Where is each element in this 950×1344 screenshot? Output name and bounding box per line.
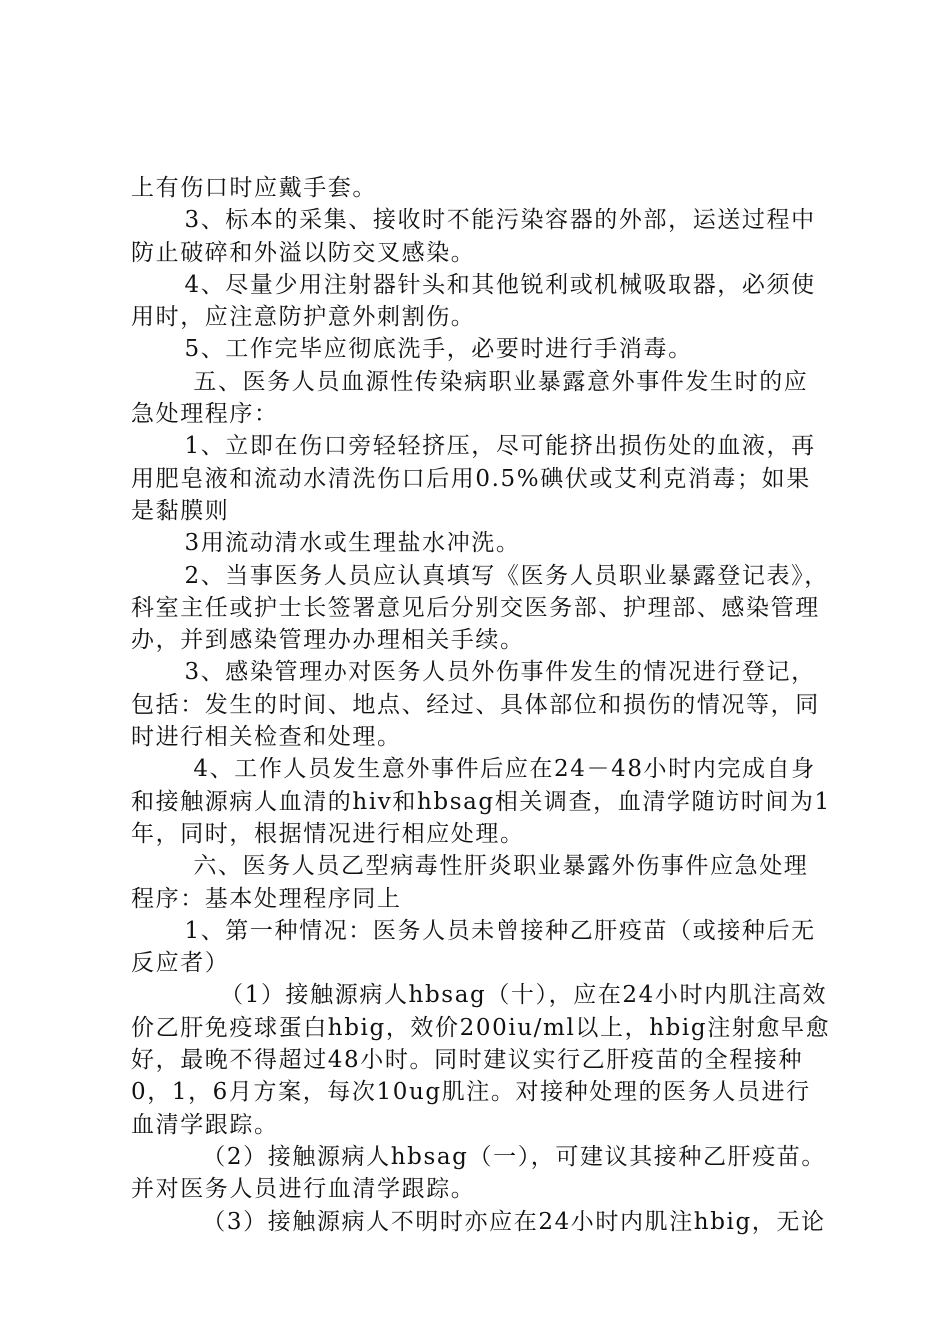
paragraph-item-5-handwash: 5、工作完毕应彻底洗手，必要时进行手消毒。 xyxy=(131,336,693,363)
paragraph-item-4-sharps: 4、尽量少用注射器针头和其他锐利或机械吸取器，必须使用时，应注意防护意外刺割伤。 xyxy=(131,271,816,331)
paragraph-step-4-followup: 4、工作人员发生意外事件后应在24－48小时内完成自身和接触源病人血清的hiv和hbsag相关调查，血清学随访时间为1年，同时，根据情况进行相应处理。 xyxy=(131,756,831,847)
paragraph-step-2-register: 2、当事医务人员应认真填写《医务人员职业暴露登记表》，科室主任或护士长签署意见后分别交医务部、护理部、感染管理办，并到感染管理办办理相关手续。 xyxy=(131,562,829,654)
document-body xyxy=(131,172,831,1238)
paragraph-case-1: 1、第一种情况：医务人员未曾接种乙肝疫苗（或接种后无反应者） xyxy=(131,917,816,977)
paragraph-line-1: 上有伤口时应戴手套。 xyxy=(131,175,377,201)
paragraph-case-1-sub-3: （3）接触源病人不明时亦应在24小时内肌注hbig，无论 xyxy=(131,1208,826,1235)
section-heading-6: 六、医务人员乙型病毒性肝炎职业暴露外伤事件应急处理程序：基本处理程序同上 xyxy=(131,853,809,912)
paragraph-item-3-specimen: 3、标本的采集、接收时不能污染容器的外部，运送过程中防止破碎和外溢以防交叉感染。 xyxy=(131,207,816,266)
paragraph-case-1-sub-2: （2）接触源病人hbsag（一），可建议其接种乙肝疫苗。并对医务人员进行血清学跟踪。 xyxy=(131,1143,827,1203)
paragraph-step-1-squeeze: 1、立即在伤口旁轻轻挤压，尽可能挤出损伤处的血液，再用肥皂液和流动水清洗伤口后用0.5%碘伏或艾利克消毒；如果是黏膜则 xyxy=(131,433,816,524)
section-heading-5: 五、医务人员血源性传染病职业暴露意外事件发生时的应急处理程序： xyxy=(131,368,809,428)
paragraph-step-1-rinse: 3用流动清水或生理盐水冲洗。 xyxy=(131,530,521,557)
paragraph-step-3-record: 3、感染管理办对医务人员外伤事件发生的情况进行登记，包括：发生的时间、地点、经过、具体部位和损伤的情况等，同时进行相关检查和处理。 xyxy=(131,659,820,751)
paragraph-case-1-sub-1: （1）接触源病人hbsag（十），应在24小时内肌注高效价乙肝免疫球蛋白hbig，效价200iu/ml以上，hbig注射愈早愈好，最晚不得超过48小时。同时建议实行乙肝疫苗的全程接种0，1，6月方案，每次10ug肌注。对接种处理的医务人员进行血清学跟踪。 xyxy=(131,982,831,1138)
